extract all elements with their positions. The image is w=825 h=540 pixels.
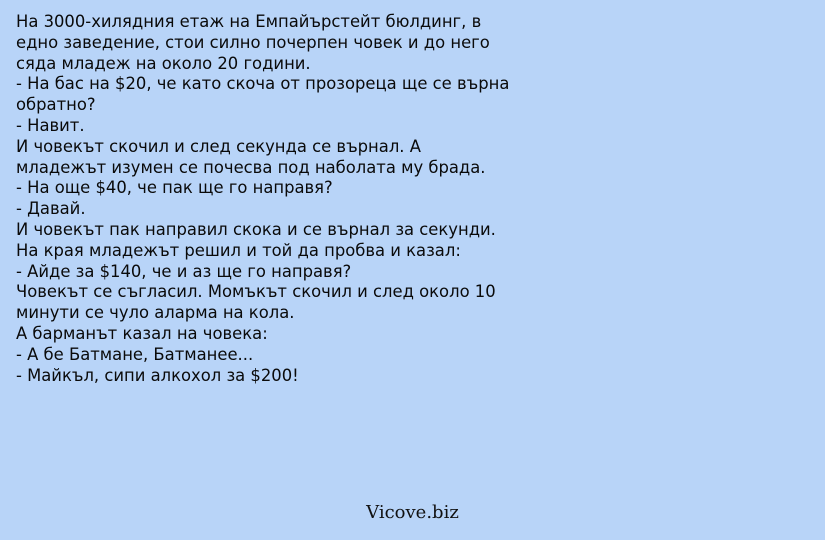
joke-line: едно заведение, стои силно почерпен човек и до него xyxy=(16,32,490,52)
joke-line: обратно? xyxy=(16,95,96,115)
site-watermark: Vicove.biz xyxy=(366,502,459,523)
joke-line: минути се чуло аларма на кола. xyxy=(16,303,295,323)
joke-line: младежът изумен се почесва под наболата му брада. xyxy=(16,157,486,177)
joke-line: - Майкъл, сипи алкохол за $200! xyxy=(16,365,299,385)
joke-text xyxy=(16,12,811,386)
joke-line: - Навит. xyxy=(16,115,85,135)
joke-line: - Давай. xyxy=(16,199,86,219)
joke-line: И човекът скочил и след секунда се върнал. А xyxy=(16,136,421,156)
joke-line: А барманът казал на човека: xyxy=(16,323,268,343)
joke-line: И човекът пак направил скока и се върнал за секунди. xyxy=(16,219,496,239)
joke-line: сяда младеж на около 20 години. xyxy=(16,53,311,73)
joke-line: - На бас на $20, че като скоча от прозореца ще се върна xyxy=(16,74,510,94)
joke-line: На края младежът решил и той да пробва и казал: xyxy=(16,240,461,260)
joke-line: - На още $40, че пак ще го направя? xyxy=(16,178,333,198)
joke-line: На 3000-хилядния етаж на Емпайърстейт бюлдинг, в xyxy=(16,12,482,31)
joke-line: Човекът се съгласил. Момъкът скочил и след около 10 xyxy=(16,282,496,302)
joke-line: - Айде за $140, че и аз ще го направя? xyxy=(16,261,352,281)
joke-line: - А бе Батмане, Батманее... xyxy=(16,344,254,364)
